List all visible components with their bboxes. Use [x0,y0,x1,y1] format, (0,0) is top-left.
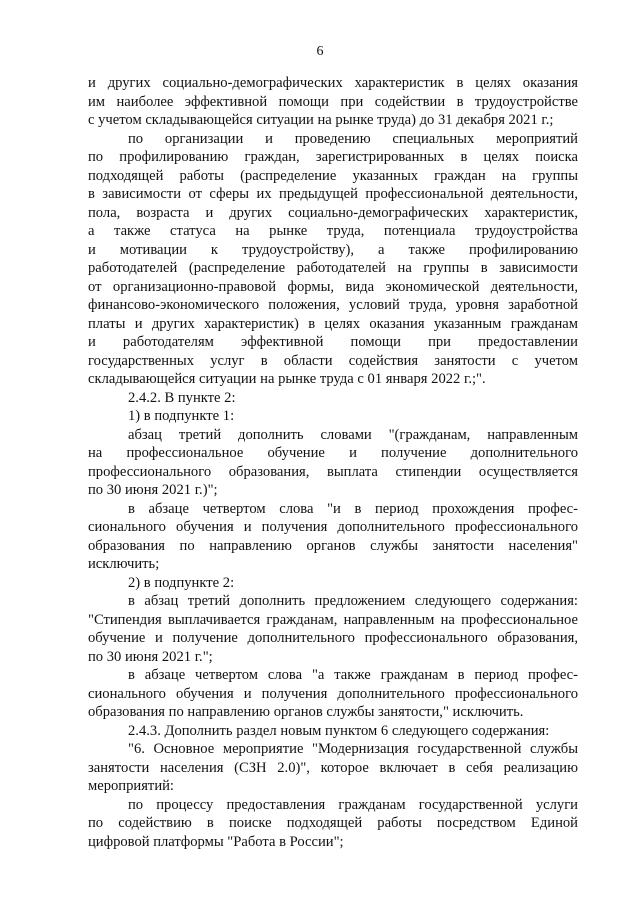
text-line: 2.4.2. В пункте 2: [128,389,236,406]
text-line: образования по направлению органов службы занятости населения" [88,537,578,554]
text-line: с учетом складывающейся ситуации на рынке труда) до 31 декабря 2021 г.; [88,112,554,128]
text-line: пола, возраста и других социально-демографических характеристик, [88,204,578,221]
text-line: а также статуса на рынке труда, потенциала трудоустройства [88,223,578,239]
text-line: работодателей (распределение работодателей на группы в зависимости [88,260,578,276]
text-line: финансово-экономического положения, условий труда, уровня заработной [88,297,578,313]
text-line: и других социально-демографических характеристик в целях оказания [88,75,578,91]
text-line: подходящей работы (распределение указанных граждан на группы [88,167,578,184]
text-line: в абзац третий дополнить предложением следующего содержания: [128,593,578,609]
text-line: обучение и получение дополнительного профессионального образования, [88,630,578,646]
text-line: и работодателям эффективной помощи при предоставлении [88,334,578,350]
text-line: мероприятий: [88,778,174,794]
text-line: в абзаце четвертом слова "а также гражданам в период профес- [128,667,578,683]
text-line: по профилированию граждан, зарегистрированных в целях поиска [88,149,578,165]
text-line: сионального обучения и получения дополнительного профессионального [88,519,578,535]
text-line: государственных услуг в области содействия занятости с учетом [88,352,578,369]
text-line: складывающейся ситуации на рынке труда с 01 января 2022 г.;". [88,371,486,387]
text-line: и мотивации к трудоустройству), а также профилированию [88,241,578,258]
text-line: 1) в подпункте 1: [128,408,235,424]
text-line: 2) в подпункте 2: [128,574,235,591]
text-line: исключить; [88,556,160,572]
text-line: в зависимости от сферы их предыдущей профессиональной деятельности, [88,186,578,202]
text-line: по 30 июня 2021 г.)"; [88,482,218,498]
text-line: "6. Основное мероприятие "Модернизация государственной службы [128,741,578,757]
text-line: "Стипендия выплачивается гражданам, направленным на профессиональное [88,611,578,628]
text-line: по содействию в поиске подходящей работы посредством Единой [88,815,578,831]
text-line: сионального обучения и получения дополнительного профессионального [88,685,578,702]
text-line: им наиболее эффективной помощи при содействии в трудоустройстве [88,93,578,110]
document-body [88,74,578,851]
text-line: по процессу предоставления гражданам государственной услуги [128,796,578,813]
text-line: по организации и проведению специальных мероприятий [128,130,578,147]
text-line: профессионального образования, выплата стипендии осуществляется [88,463,578,480]
text-line: платы и других характеристик) в целях оказания указанным гражданам [88,315,578,332]
page-number: 6 [316,44,324,59]
text-line: по 30 июня 2021 г."; [88,648,213,665]
text-line: занятости населения (СЗН 2.0)", которое включает в себя реализацию [88,759,578,776]
text-line: от организационно-правовой формы, вида экономической деятельности, [88,278,578,295]
text-line: 2.4.3. Дополнить раздел новым пунктом 6 следующего содержания: [128,722,550,739]
text-line: абзац третий дополнить словами "(гражданам, направленным [128,426,578,443]
text-line: образования по направлению органов службы занятости," исключить. [88,704,524,720]
text-line: цифровой платформы "Работа в России"; [88,833,344,850]
text-line: в абзаце четвертом слова "и в период прохождения профес- [128,500,578,517]
text-line: на профессиональное обучение и получение дополнительного [88,445,578,461]
